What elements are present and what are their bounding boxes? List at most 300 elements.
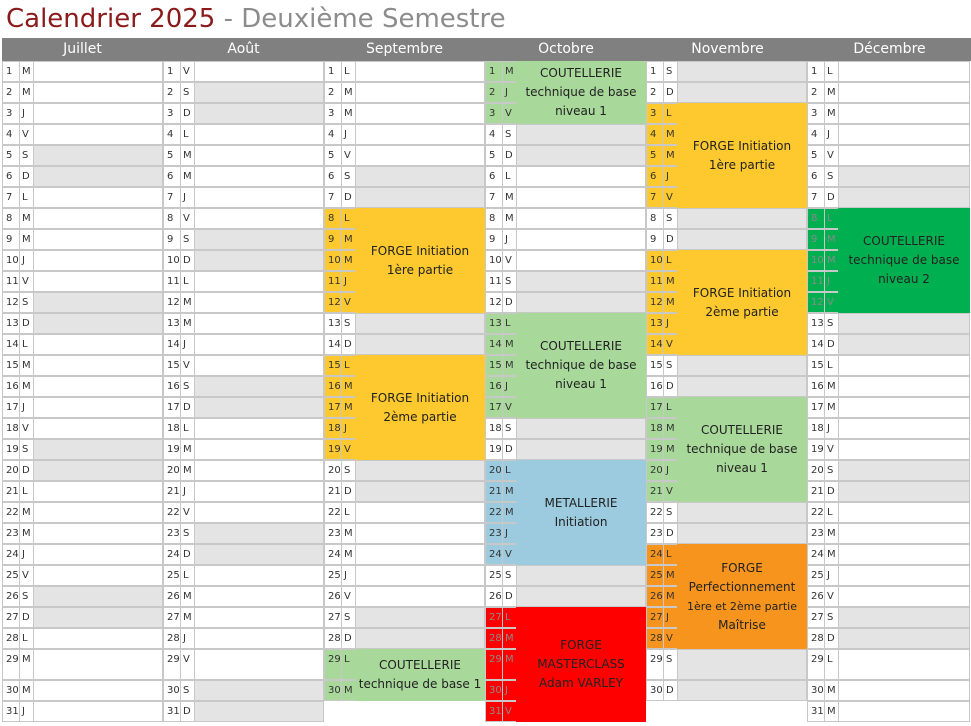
day-letter: D	[502, 145, 516, 166]
day-cell[interactable]	[838, 82, 970, 103]
day-number: 7	[163, 187, 180, 208]
day-number: 26	[646, 586, 663, 607]
day-cell[interactable]	[33, 229, 163, 250]
month-header-bar	[2, 38, 971, 61]
day-number: 12	[324, 292, 341, 313]
day-cell[interactable]	[516, 166, 646, 187]
day-number: 30	[646, 680, 663, 701]
day-number: 15	[646, 355, 663, 376]
day-number: 22	[646, 502, 663, 523]
day-number: 10	[2, 250, 19, 271]
day-letter: J	[341, 418, 355, 439]
day-letter: L	[663, 250, 677, 271]
day-cell[interactable]	[194, 376, 324, 397]
day-cell[interactable]	[194, 187, 324, 208]
day-letter: D	[663, 680, 677, 701]
day-cell[interactable]	[355, 607, 485, 628]
day-cell[interactable]	[194, 586, 324, 607]
day-cell[interactable]	[677, 649, 807, 680]
day-cell[interactable]	[33, 145, 163, 166]
day-number: 17	[163, 397, 180, 418]
day-number: 14	[2, 334, 19, 355]
event-block[interactable]	[838, 208, 970, 313]
day-number: 25	[2, 565, 19, 586]
day-cell[interactable]	[838, 565, 970, 586]
day-letter: D	[663, 82, 677, 103]
day-cell[interactable]	[194, 250, 324, 271]
day-letter: J	[341, 271, 355, 292]
day-letter: J	[502, 229, 516, 250]
day-cell[interactable]	[33, 565, 163, 586]
day-cell[interactable]	[516, 439, 646, 460]
day-letter: S	[19, 586, 33, 607]
day-number: 22	[485, 502, 502, 523]
day-letter: J	[19, 103, 33, 124]
day-letter: L	[180, 418, 194, 439]
day-cell[interactable]	[355, 628, 485, 649]
day-cell[interactable]	[194, 166, 324, 187]
event-label-line: niveau 1	[555, 377, 607, 391]
day-cell[interactable]	[516, 229, 646, 250]
day-cell[interactable]	[194, 271, 324, 292]
day-cell[interactable]	[33, 628, 163, 649]
day-letter: V	[824, 586, 838, 607]
day-cell[interactable]	[355, 145, 485, 166]
day-letter: D	[341, 628, 355, 649]
day-cell[interactable]	[516, 124, 646, 145]
day-cell[interactable]	[516, 292, 646, 313]
day-cell[interactable]	[355, 334, 485, 355]
day-letter: D	[663, 376, 677, 397]
day-cell[interactable]	[838, 649, 970, 680]
day-cell[interactable]	[33, 103, 163, 124]
day-letter: S	[824, 460, 838, 481]
day-number: 29	[646, 649, 663, 680]
day-cell[interactable]	[838, 439, 970, 460]
day-cell[interactable]	[33, 481, 163, 502]
event-block[interactable]	[355, 355, 485, 460]
day-number: 4	[485, 124, 502, 145]
day-cell[interactable]	[838, 187, 970, 208]
day-letter: D	[502, 586, 516, 607]
day-number: 6	[2, 166, 19, 187]
day-cell[interactable]	[677, 376, 807, 397]
day-cell[interactable]	[194, 124, 324, 145]
day-number: 16	[485, 376, 502, 397]
day-cell[interactable]	[194, 628, 324, 649]
day-number: 6	[324, 166, 341, 187]
day-letter: L	[180, 271, 194, 292]
month-header-novembre: Novembre	[691, 41, 764, 57]
day-letter: M	[663, 124, 677, 145]
day-cell[interactable]	[838, 418, 970, 439]
day-number: 28	[2, 628, 19, 649]
day-cell[interactable]	[33, 187, 163, 208]
day-cell[interactable]	[194, 208, 324, 229]
event-label-line: FORGE	[721, 560, 763, 575]
day-number: 30	[807, 680, 824, 701]
day-letter: L	[341, 502, 355, 523]
day-number: 21	[324, 481, 341, 502]
day-cell[interactable]	[194, 103, 324, 124]
day-number: 20	[324, 460, 341, 481]
day-cell[interactable]	[355, 481, 485, 502]
day-letter: M	[341, 680, 355, 701]
day-number: 8	[646, 208, 663, 229]
event-label-line: COUTELLERIE	[701, 423, 783, 437]
day-number: 29	[163, 649, 180, 680]
event-label	[687, 559, 797, 635]
day-number: 8	[2, 208, 19, 229]
day-number: 31	[163, 701, 180, 722]
day-cell[interactable]	[33, 313, 163, 334]
day-cell[interactable]	[355, 523, 485, 544]
day-cell[interactable]	[355, 586, 485, 607]
event-block[interactable]	[516, 313, 646, 418]
day-letter: J	[824, 418, 838, 439]
day-cell[interactable]	[194, 565, 324, 586]
day-cell[interactable]	[33, 460, 163, 481]
day-number: 15	[163, 355, 180, 376]
day-letter: D	[502, 292, 516, 313]
day-number: 6	[646, 166, 663, 187]
day-letter: V	[502, 103, 516, 124]
day-cell[interactable]	[33, 607, 163, 628]
day-cell[interactable]	[838, 523, 970, 544]
day-cell[interactable]	[516, 250, 646, 271]
day-letter: S	[663, 649, 677, 680]
day-number: 3	[324, 103, 341, 124]
day-letter: D	[824, 481, 838, 502]
event-label	[686, 421, 797, 478]
day-number: 18	[485, 418, 502, 439]
day-cell[interactable]	[33, 124, 163, 145]
day-letter: V	[824, 292, 838, 313]
day-number: 27	[807, 607, 824, 628]
day-number: 21	[807, 481, 824, 502]
day-cell[interactable]	[194, 397, 324, 418]
day-number: 20	[2, 460, 19, 481]
day-cell[interactable]	[838, 460, 970, 481]
day-letter: D	[180, 701, 194, 722]
day-letter: S	[663, 502, 677, 523]
day-cell[interactable]	[194, 680, 324, 701]
day-number: 15	[2, 355, 19, 376]
day-letter: D	[180, 544, 194, 565]
month-header-juillet: Juillet	[63, 41, 102, 57]
day-number: 2	[485, 82, 502, 103]
day-number: 8	[324, 208, 341, 229]
day-letter: L	[502, 166, 516, 187]
day-cell[interactable]	[194, 229, 324, 250]
day-cell[interactable]	[355, 460, 485, 481]
day-letter: D	[663, 523, 677, 544]
day-cell[interactable]	[838, 145, 970, 166]
day-letter: J	[502, 680, 516, 701]
day-cell[interactable]	[516, 208, 646, 229]
day-cell[interactable]	[838, 481, 970, 502]
day-cell[interactable]	[355, 124, 485, 145]
day-number: 18	[163, 418, 180, 439]
day-cell[interactable]	[838, 61, 970, 82]
day-cell[interactable]	[33, 502, 163, 523]
event-block[interactable]	[677, 397, 807, 502]
day-letter: L	[824, 502, 838, 523]
month-header-decembre: Décembre	[853, 41, 926, 57]
day-cell[interactable]	[194, 460, 324, 481]
day-letter: L	[663, 397, 677, 418]
day-cell[interactable]	[33, 544, 163, 565]
day-number: 4	[807, 124, 824, 145]
day-number: 24	[646, 544, 663, 565]
day-letter: L	[19, 628, 33, 649]
day-cell[interactable]	[355, 187, 485, 208]
day-number: 2	[324, 82, 341, 103]
day-cell[interactable]	[355, 565, 485, 586]
day-number: 8	[807, 208, 824, 229]
day-number: 19	[324, 439, 341, 460]
day-cell[interactable]	[677, 82, 807, 103]
day-cell[interactable]	[838, 701, 970, 722]
day-cell[interactable]	[33, 418, 163, 439]
day-cell[interactable]	[33, 250, 163, 271]
event-block[interactable]	[355, 208, 485, 313]
day-cell[interactable]	[838, 334, 970, 355]
day-cell[interactable]	[33, 292, 163, 313]
event-label	[371, 242, 469, 280]
day-number: 7	[807, 187, 824, 208]
day-cell[interactable]	[194, 145, 324, 166]
day-number: 3	[2, 103, 19, 124]
day-cell[interactable]	[677, 502, 807, 523]
day-cell[interactable]	[516, 418, 646, 439]
event-label-line: MASTERCLASS	[537, 657, 625, 671]
event-label-line: COUTELLERIE	[379, 658, 461, 672]
day-number: 25	[646, 565, 663, 586]
day-number: 2	[2, 82, 19, 103]
day-letter: S	[663, 61, 677, 82]
event-label-line: niveau 1	[716, 461, 768, 475]
day-letter: M	[663, 586, 677, 607]
day-cell[interactable]	[838, 544, 970, 565]
day-number: 13	[324, 313, 341, 334]
day-cell[interactable]	[355, 103, 485, 124]
event-label-line: technique de base	[686, 442, 798, 456]
day-number: 30	[163, 680, 180, 701]
day-cell[interactable]	[355, 544, 485, 565]
day-cell[interactable]	[516, 586, 646, 607]
day-cell[interactable]	[677, 208, 807, 229]
day-number: 8	[485, 208, 502, 229]
event-label	[848, 232, 959, 289]
day-cell[interactable]	[838, 166, 970, 187]
day-number: 22	[807, 502, 824, 523]
day-cell[interactable]	[838, 313, 970, 334]
day-cell[interactable]	[355, 502, 485, 523]
day-number: 1	[807, 61, 824, 82]
day-cell[interactable]	[677, 61, 807, 82]
day-cell[interactable]	[194, 607, 324, 628]
day-letter: J	[19, 250, 33, 271]
event-block[interactable]	[516, 61, 646, 124]
day-cell[interactable]	[516, 565, 646, 586]
day-letter: M	[663, 565, 677, 586]
day-cell[interactable]	[33, 166, 163, 187]
day-letter: D	[824, 187, 838, 208]
day-letter: M	[341, 250, 355, 271]
event-block[interactable]	[516, 607, 646, 722]
day-letter: J	[663, 166, 677, 187]
day-cell[interactable]	[194, 292, 324, 313]
day-cell[interactable]	[33, 701, 163, 722]
day-letter: D	[180, 397, 194, 418]
event-block[interactable]	[516, 460, 646, 565]
day-number: 25	[163, 565, 180, 586]
day-cell[interactable]	[33, 61, 163, 82]
day-cell[interactable]	[33, 397, 163, 418]
day-number: 25	[807, 565, 824, 586]
day-cell[interactable]	[194, 701, 324, 722]
day-cell[interactable]	[194, 649, 324, 680]
day-letter: V	[180, 208, 194, 229]
day-cell[interactable]	[838, 103, 970, 124]
day-cell[interactable]	[838, 502, 970, 523]
day-letter: S	[341, 313, 355, 334]
day-letter: L	[180, 124, 194, 145]
event-label-line: Adam VARLEY	[538, 676, 624, 690]
day-letter: M	[19, 649, 33, 680]
day-cell[interactable]	[33, 82, 163, 103]
day-cell[interactable]	[516, 187, 646, 208]
day-cell[interactable]	[516, 271, 646, 292]
day-letter: M	[19, 208, 33, 229]
day-letter: L	[19, 481, 33, 502]
day-number: 13	[807, 313, 824, 334]
day-cell[interactable]	[194, 313, 324, 334]
day-cell[interactable]	[33, 208, 163, 229]
event-block[interactable]	[355, 649, 485, 701]
day-number: 21	[485, 481, 502, 502]
day-letter: M	[341, 544, 355, 565]
event-block[interactable]	[677, 103, 807, 208]
day-letter: V	[824, 439, 838, 460]
day-number: 24	[485, 544, 502, 565]
day-cell[interactable]	[355, 313, 485, 334]
month-header-septembre: Septembre	[365, 41, 444, 57]
day-cell[interactable]	[355, 61, 485, 82]
day-cell[interactable]	[838, 680, 970, 701]
day-letter: M	[824, 701, 838, 722]
day-cell[interactable]	[194, 61, 324, 82]
day-number: 9	[324, 229, 341, 250]
day-number: 16	[807, 376, 824, 397]
day-number: 12	[646, 292, 663, 313]
day-cell[interactable]	[838, 124, 970, 145]
day-cell[interactable]	[33, 680, 163, 701]
day-letter: S	[180, 229, 194, 250]
event-label-line: Perfectionnement	[688, 579, 796, 594]
day-cell[interactable]	[677, 523, 807, 544]
day-number: 23	[2, 523, 19, 544]
day-cell[interactable]	[194, 502, 324, 523]
day-letter: M	[341, 82, 355, 103]
day-letter: L	[502, 460, 516, 481]
day-cell[interactable]	[838, 355, 970, 376]
title-dash: -	[215, 4, 242, 34]
day-letter: J	[19, 701, 33, 722]
day-cell[interactable]	[33, 376, 163, 397]
day-letter: S	[824, 607, 838, 628]
event-label-line: 2ème partie	[383, 409, 457, 424]
day-number: 23	[163, 523, 180, 544]
day-letter: M	[180, 586, 194, 607]
day-cell[interactable]	[33, 523, 163, 544]
day-cell[interactable]	[677, 680, 807, 701]
day-cell[interactable]	[838, 628, 970, 649]
day-cell[interactable]	[33, 355, 163, 376]
day-letter: V	[180, 355, 194, 376]
day-number: 11	[163, 271, 180, 292]
day-cell[interactable]	[355, 82, 485, 103]
day-number: 15	[324, 355, 341, 376]
day-cell[interactable]	[355, 166, 485, 187]
event-block[interactable]	[677, 544, 807, 649]
day-cell[interactable]	[677, 229, 807, 250]
day-cell[interactable]	[677, 355, 807, 376]
day-cell[interactable]	[194, 544, 324, 565]
day-letter: J	[19, 397, 33, 418]
day-number: 3	[807, 103, 824, 124]
day-cell[interactable]	[194, 334, 324, 355]
calendar-grid	[0, 61, 971, 726]
day-number: 9	[2, 229, 19, 250]
day-number: 19	[163, 439, 180, 460]
day-cell[interactable]	[194, 439, 324, 460]
day-cell[interactable]	[33, 586, 163, 607]
day-letter: D	[663, 229, 677, 250]
day-number: 31	[807, 701, 824, 722]
day-number: 5	[807, 145, 824, 166]
day-cell[interactable]	[194, 418, 324, 439]
day-cell[interactable]	[838, 586, 970, 607]
day-cell[interactable]	[33, 334, 163, 355]
day-cell[interactable]	[33, 439, 163, 460]
day-cell[interactable]	[194, 355, 324, 376]
day-cell[interactable]	[194, 82, 324, 103]
day-cell[interactable]	[33, 649, 163, 680]
day-letter: L	[502, 607, 516, 628]
day-number: 17	[2, 397, 19, 418]
event-label	[371, 389, 469, 427]
month-header-aout: Août	[227, 41, 260, 57]
day-cell[interactable]	[194, 523, 324, 544]
day-letter: L	[341, 208, 355, 229]
event-block[interactable]	[677, 250, 807, 355]
day-letter: D	[19, 166, 33, 187]
day-letter: M	[824, 680, 838, 701]
day-cell[interactable]	[838, 397, 970, 418]
day-letter: J	[502, 523, 516, 544]
day-letter: M	[19, 229, 33, 250]
day-letter: M	[824, 82, 838, 103]
day-cell[interactable]	[33, 271, 163, 292]
day-number: 4	[646, 124, 663, 145]
day-cell[interactable]	[516, 145, 646, 166]
day-number: 3	[163, 103, 180, 124]
day-cell[interactable]	[838, 607, 970, 628]
day-cell[interactable]	[838, 376, 970, 397]
day-cell[interactable]	[194, 481, 324, 502]
